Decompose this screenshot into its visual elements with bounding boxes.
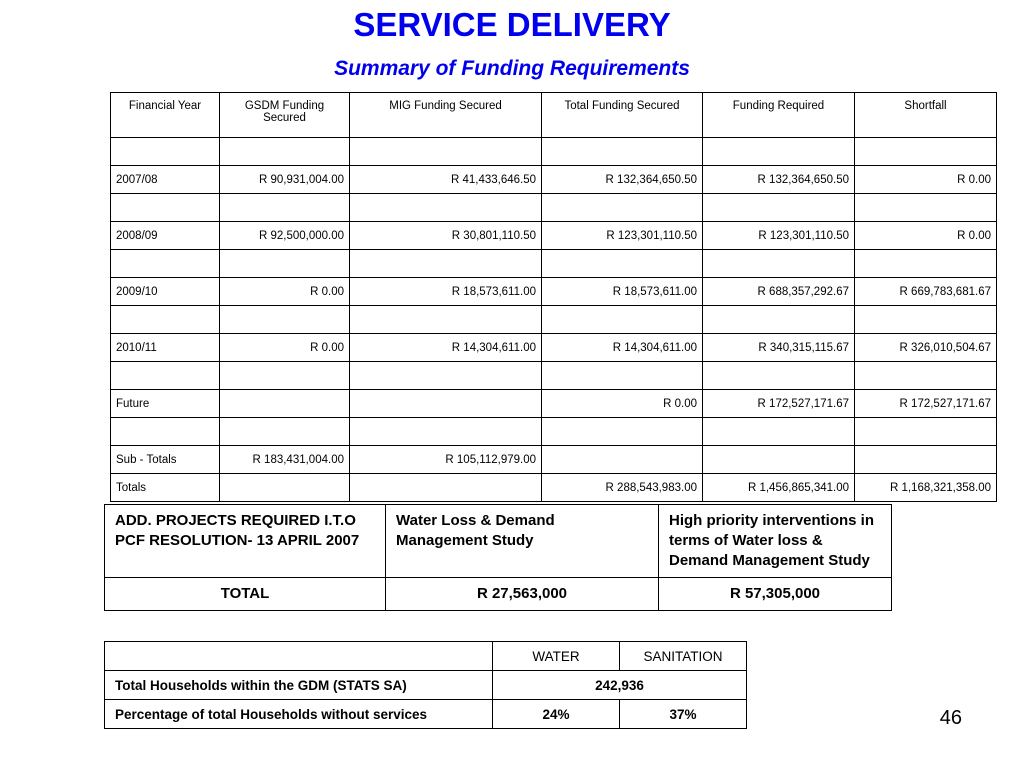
amount-cell	[855, 306, 997, 334]
amount-cell	[855, 446, 997, 474]
total-label: TOTAL	[105, 578, 386, 611]
financial-year-cell: 2008/09	[111, 222, 220, 250]
page-title: SERVICE DELIVERY	[353, 6, 671, 43]
high-priority-interventions: High priority interventions in terms of Water loss & Demand Management Study	[659, 505, 892, 578]
total-water-loss-study: R 27,563,000	[386, 578, 659, 611]
table-row	[111, 194, 997, 222]
table-row	[111, 306, 997, 334]
amount-cell: R 14,304,611.00	[542, 334, 703, 362]
amount-cell	[542, 362, 703, 390]
amount-cell: R 14,304,611.00	[350, 334, 542, 362]
financial-year-cell	[111, 306, 220, 334]
amount-cell	[350, 306, 542, 334]
amount-cell: R 132,364,650.50	[703, 166, 855, 194]
amount-cell	[855, 250, 997, 278]
funding-table	[110, 92, 997, 502]
amount-cell: R 172,527,171.67	[703, 390, 855, 418]
amount-cell	[350, 194, 542, 222]
sanitation-percentage: 37%	[620, 700, 747, 729]
financial-year-cell: 2007/08	[111, 166, 220, 194]
amount-cell: R 183,431,004.00	[220, 446, 350, 474]
amount-cell: R 0.00	[220, 334, 350, 362]
financial-year-cell	[111, 194, 220, 222]
amount-cell	[220, 474, 350, 502]
financial-year-cell: Sub - Totals	[111, 446, 220, 474]
amount-cell	[703, 418, 855, 446]
amount-cell: R 0.00	[855, 166, 997, 194]
table-row	[111, 222, 997, 250]
amount-cell: R 669,783,681.67	[855, 278, 997, 306]
total-households-label: Total Households within the GDM (STATS SA)	[105, 671, 493, 700]
page-number: 46	[939, 707, 962, 729]
financial-year-cell: Future	[111, 390, 220, 418]
amount-cell	[220, 306, 350, 334]
amount-cell	[703, 194, 855, 222]
amount-cell: R 41,433,646.50	[350, 166, 542, 194]
water-percentage: 24%	[493, 700, 620, 729]
amount-cell: R 0.00	[542, 390, 703, 418]
table-row	[111, 138, 997, 166]
financial-year-cell	[111, 418, 220, 446]
amount-cell	[220, 362, 350, 390]
financial-year-cell	[111, 138, 220, 166]
amount-cell	[350, 362, 542, 390]
funding-table-header	[111, 93, 997, 138]
amount-cell	[855, 362, 997, 390]
table-row	[111, 390, 997, 418]
amount-cell	[542, 194, 703, 222]
amount-cell: R 132,364,650.50	[542, 166, 703, 194]
amount-cell: R 0.00	[855, 222, 997, 250]
financial-year-cell: Totals	[111, 474, 220, 502]
amount-cell	[350, 138, 542, 166]
column-header: Total Funding Secured	[542, 93, 703, 138]
amount-cell	[542, 138, 703, 166]
amount-cell	[220, 250, 350, 278]
amount-cell: R 30,801,110.50	[350, 222, 542, 250]
amount-cell	[350, 418, 542, 446]
amount-cell: R 1,456,865,341.00	[703, 474, 855, 502]
amount-cell	[220, 390, 350, 418]
amount-cell: R 105,112,979.00	[350, 446, 542, 474]
page-subtitle: Summary of Funding Requirements	[334, 57, 690, 80]
financial-year-cell: 2010/11	[111, 334, 220, 362]
table-row	[111, 418, 997, 446]
table-row	[111, 474, 997, 502]
financial-year-cell	[111, 362, 220, 390]
amount-cell	[350, 250, 542, 278]
amount-cell	[542, 446, 703, 474]
amount-cell	[542, 250, 703, 278]
amount-cell	[220, 194, 350, 222]
amount-cell: R 18,573,611.00	[542, 278, 703, 306]
additional-projects-label: ADD. PROJECTS REQUIRED I.T.O PCF RESOLUTION- 13 APRIL 2007	[105, 505, 386, 578]
amount-cell	[855, 418, 997, 446]
amount-cell: R 18,573,611.00	[350, 278, 542, 306]
amount-cell: R 326,010,504.67	[855, 334, 997, 362]
amount-cell	[703, 306, 855, 334]
table-row	[111, 166, 997, 194]
amount-cell	[855, 194, 997, 222]
households-table	[104, 641, 747, 729]
additional-projects-table	[104, 504, 892, 611]
funding-table-body	[111, 138, 997, 502]
amount-cell	[350, 474, 542, 502]
table-row	[111, 446, 997, 474]
column-header: Shortfall	[855, 93, 997, 138]
amount-cell	[542, 306, 703, 334]
amount-cell: R 123,301,110.50	[542, 222, 703, 250]
amount-cell: R 90,931,004.00	[220, 166, 350, 194]
amount-cell: R 1,168,321,358.00	[855, 474, 997, 502]
table-row	[111, 334, 997, 362]
table-row	[111, 278, 997, 306]
amount-cell	[703, 250, 855, 278]
percentage-without-services-label: Percentage of total Households without services	[105, 700, 493, 729]
sanitation-header: SANITATION	[620, 642, 747, 671]
financial-year-cell: 2009/10	[111, 278, 220, 306]
column-header: Financial Year	[111, 93, 220, 138]
amount-cell: R 172,527,171.67	[855, 390, 997, 418]
amount-cell	[855, 138, 997, 166]
amount-cell: R 288,543,983.00	[542, 474, 703, 502]
households-corner-cell	[105, 642, 493, 671]
amount-cell	[703, 362, 855, 390]
amount-cell	[350, 390, 542, 418]
amount-cell	[220, 418, 350, 446]
amount-cell	[220, 138, 350, 166]
amount-cell	[542, 418, 703, 446]
amount-cell: R 340,315,115.67	[703, 334, 855, 362]
column-header: GSDM Funding Secured	[220, 93, 350, 138]
table-row	[111, 362, 997, 390]
total-households-value: 242,936	[493, 671, 747, 700]
financial-year-cell	[111, 250, 220, 278]
water-loss-study: Water Loss & Demand Management Study	[386, 505, 659, 578]
amount-cell: R 688,357,292.67	[703, 278, 855, 306]
amount-cell	[703, 138, 855, 166]
table-row	[111, 250, 997, 278]
water-header: WATER	[493, 642, 620, 671]
column-header: MIG Funding Secured	[350, 93, 542, 138]
amount-cell	[703, 446, 855, 474]
total-high-priority: R 57,305,000	[659, 578, 892, 611]
amount-cell: R 0.00	[220, 278, 350, 306]
amount-cell: R 123,301,110.50	[703, 222, 855, 250]
column-header: Funding Required	[703, 93, 855, 138]
amount-cell: R 92,500,000.00	[220, 222, 350, 250]
